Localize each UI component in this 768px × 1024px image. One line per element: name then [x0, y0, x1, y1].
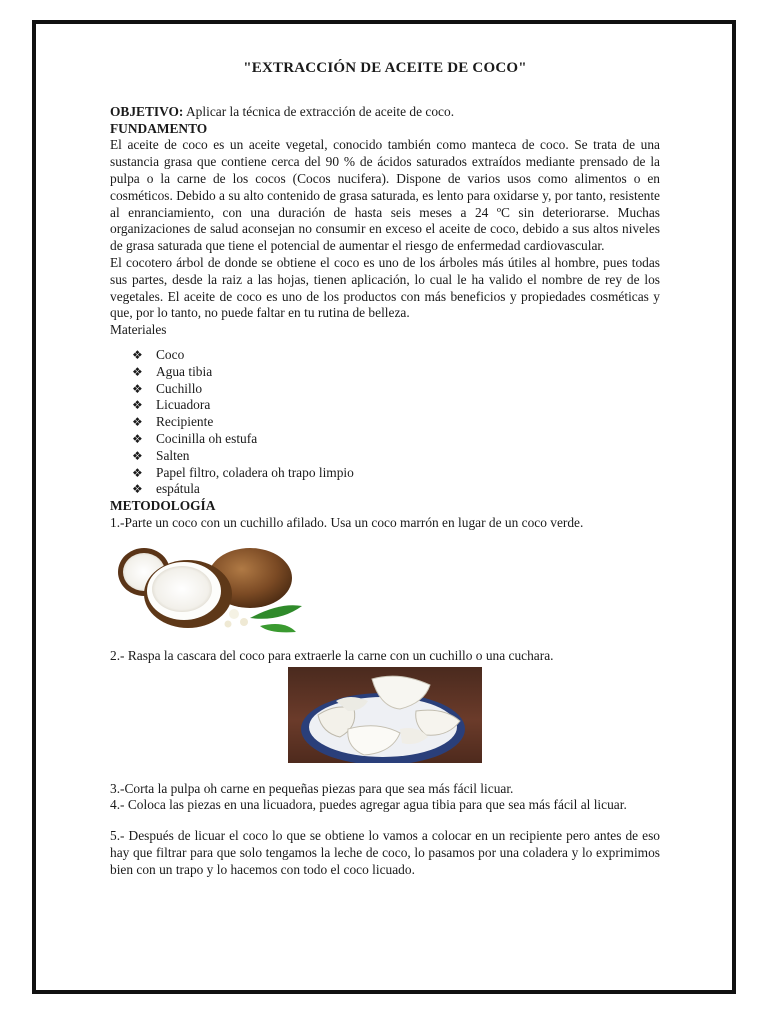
list-item-label: Agua tibia	[156, 363, 213, 379]
step-3: 3.-Corta la pulpa oh carne en pequeñas piezas para que sea más fácil licuar.	[110, 780, 514, 796]
diamond-bullet-icon: ❖	[132, 431, 143, 446]
coconut-pieces-plate-image	[288, 667, 482, 763]
list-item	[132, 381, 660, 398]
list-item	[132, 481, 660, 498]
list-item-label: Cuchillo	[156, 380, 203, 396]
list-item	[132, 431, 660, 448]
list-item	[132, 465, 660, 482]
diamond-bullet-icon: ❖	[132, 398, 143, 413]
diamond-bullet-icon: ❖	[132, 465, 143, 480]
list-item	[132, 397, 660, 414]
spacer	[110, 814, 660, 828]
metodologia-heading: METODOLOGÍA	[110, 498, 216, 514]
materiales-list	[110, 347, 660, 498]
fundamento-paragraph-2: El cocotero árbol de donde se obtiene el coco es uno de los árboles más útiles al hombre, pues todas sus partes, desde la raiz a las hojas, tienen aplicación, lo cual le ha valido el nombre de rey de los vegetales. El aceite de coco es uno de los productos con más beneficios y propiedades cosméticas y que, por lo tanto, no puede faltar en tu rutina de belleza.	[110, 254, 660, 321]
fundamento-heading: FUNDAMENTO	[110, 120, 208, 136]
document-title: "EXTRACCIÓN DE ACEITE DE COCO"	[243, 60, 527, 76]
list-item	[132, 448, 660, 465]
diamond-bullet-icon: ❖	[132, 381, 143, 396]
objetivo-text: Aplicar la técnica de extracción de aceite de coco.	[183, 103, 455, 119]
fundamento-paragraph-1: El aceite de coco es un aceite vegetal, conocido también como manteca de coco. Se trata de una sustancia grasa que contiene cerca del 90 % de ácidos saturados extraídos mediante prensado de la pulpa o la carne de los cocos (Cocos nucifera). Dispone de varios usos como alimentos o en cosméticos. Debido a su alto contenido de grasa saturada, es lento para oxidarse y, por tanto, resistente al enranciamiento, con una duración de hasta seis meses a 24 ºC sin deteriorarse. Muchas organizaciones de salud aconsejan no consumir en exceso el aceite de coco, debido a sus altos niveles de grasa saturada que tiene el potencial de aumentar el riesgo de enfermedad cardiovascular.	[110, 137, 660, 254]
coconut-pieces-illustration	[288, 667, 482, 763]
list-item-label: espátula	[156, 481, 200, 497]
objetivo-line	[110, 104, 660, 121]
list-item-label: Papel filtro, coladera oh trapo limpio	[156, 464, 354, 480]
list-item	[132, 347, 660, 364]
list-item	[132, 414, 660, 431]
split-coconut-image	[110, 542, 310, 634]
list-item	[132, 364, 660, 381]
step-4: 4.- Coloca las piezas en una licuadora, puedes agregar agua tibia para que sea más fácil al licuar.	[110, 797, 627, 813]
diamond-bullet-icon: ❖	[132, 482, 143, 497]
diamond-bullet-icon: ❖	[132, 364, 143, 379]
document-body	[110, 60, 660, 879]
diamond-bullet-icon: ❖	[132, 448, 143, 463]
step-2: 2.- Raspa la cascara del coco para extraerle la carne con un cuchillo o una cuchara.	[110, 647, 554, 663]
step-5: 5.- Después de licuar el coco lo que se obtiene lo vamos a colocar en un recipiente pero antes de eso hay que filtrar para que solo tengamos la leche de coco, lo pasamos por una coladera y lo exprimimos bien con un trapo y lo hacemos con todo el coco licuado.	[110, 828, 660, 877]
diamond-bullet-icon: ❖	[132, 415, 143, 430]
diamond-bullet-icon: ❖	[132, 347, 143, 362]
list-item-label: Licuadora	[156, 397, 211, 413]
objetivo-label: OBJETIVO:	[110, 103, 184, 119]
list-item-label: Coco	[156, 346, 185, 362]
materiales-heading: Materiales	[110, 322, 167, 338]
list-item-label: Cocinilla oh estufa	[156, 430, 258, 446]
list-item-label: Recipiente	[156, 414, 214, 430]
split-coconut-illustration	[110, 542, 310, 634]
list-item-label: Salten	[156, 447, 190, 463]
step-1: 1.-Parte un coco con un cuchillo afilado. Usa un coco marrón en lugar de un coco verde.	[110, 514, 584, 530]
